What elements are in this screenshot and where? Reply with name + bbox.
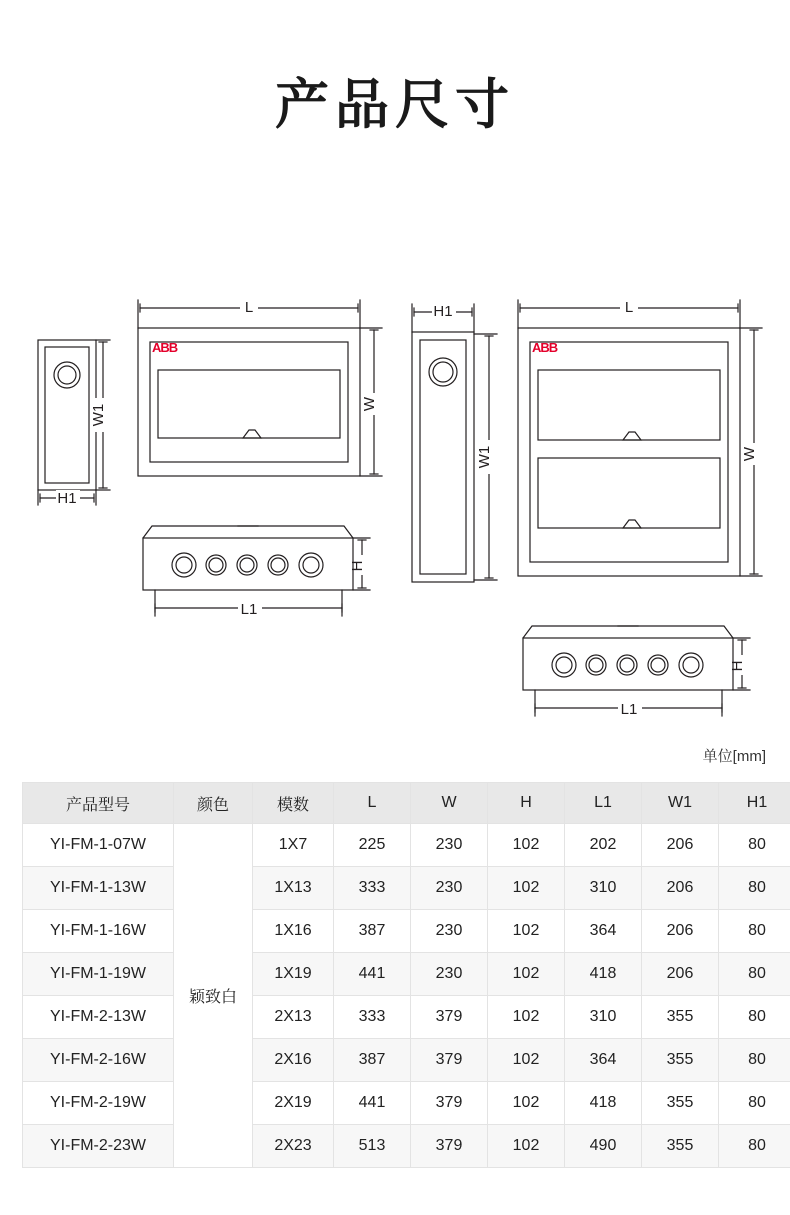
cell-modulus: 2X16: [253, 1039, 334, 1082]
cell-h1: 80: [719, 1039, 790, 1082]
cell-l: 441: [334, 953, 411, 996]
table-row: [23, 867, 790, 910]
cell-h: 102: [488, 953, 565, 996]
cell-w: 379: [411, 1039, 488, 1082]
unit-note: 单位[mm]: [702, 748, 766, 765]
cell-w1: 355: [642, 1082, 719, 1125]
cell-h1: 80: [719, 867, 790, 910]
cell-l1: 364: [565, 910, 642, 953]
spec-table: [22, 782, 790, 1168]
brand-logo-right: ABB: [532, 340, 558, 355]
header-h: H: [488, 783, 565, 824]
cell-l: 225: [334, 824, 411, 867]
cell-model: YI-FM-2-19W: [23, 1082, 174, 1125]
cell-h: 102: [488, 824, 565, 867]
cell-l1: 490: [565, 1125, 642, 1168]
cell-h1: 80: [719, 1082, 790, 1125]
label-h-right: H: [729, 660, 746, 672]
cell-h: 102: [488, 910, 565, 953]
label-h1-left: H1: [57, 490, 77, 507]
header-l: L: [334, 783, 411, 824]
cell-w: 230: [411, 910, 488, 953]
label-h1-right: H1: [433, 303, 453, 320]
cell-w1: 206: [642, 953, 719, 996]
label-w-left: W: [361, 396, 378, 412]
cell-modulus: 1X7: [253, 824, 334, 867]
cell-l: 333: [334, 996, 411, 1039]
cell-w1: 206: [642, 867, 719, 910]
header-l1: L1: [565, 783, 642, 824]
cell-w: 379: [411, 996, 488, 1039]
table-row: [23, 824, 790, 867]
cell-w: 379: [411, 1125, 488, 1168]
cell-l1: 202: [565, 824, 642, 867]
cell-w: 230: [411, 953, 488, 996]
cell-w1: 355: [642, 1039, 719, 1082]
cell-w1: 355: [642, 996, 719, 1039]
header-model: 产品型号: [23, 783, 174, 824]
cell-color: 颖致白: [174, 824, 253, 1168]
cell-l1: 364: [565, 1039, 642, 1082]
cell-l: 387: [334, 910, 411, 953]
header-modulus: 模数: [253, 783, 334, 824]
page-title: 产品尺寸: [275, 75, 515, 135]
cell-h: 102: [488, 996, 565, 1039]
spec-table-wrap: [22, 782, 768, 1168]
cell-modulus: 1X13: [253, 867, 334, 910]
table-row: [23, 953, 790, 996]
cell-w1: 355: [642, 1125, 719, 1168]
dimension-drawing: [0, 250, 790, 750]
table-row: [23, 1125, 790, 1168]
cell-modulus: 1X19: [253, 953, 334, 996]
cell-w: 230: [411, 824, 488, 867]
label-h-left: H: [349, 560, 366, 572]
cell-h1: 80: [719, 824, 790, 867]
cell-l1: 310: [565, 867, 642, 910]
label-w1-right: W1: [476, 445, 493, 469]
label-l-left: L: [244, 299, 254, 316]
cell-h: 102: [488, 1082, 565, 1125]
cell-l1: 418: [565, 1082, 642, 1125]
header-w: W: [411, 783, 488, 824]
label-w1-left: W1: [90, 403, 107, 427]
cell-modulus: 2X19: [253, 1082, 334, 1125]
table-row: [23, 1082, 790, 1125]
cell-model: YI-FM-2-13W: [23, 996, 174, 1039]
cell-model: YI-FM-1-19W: [23, 953, 174, 996]
header-w1: W1: [642, 783, 719, 824]
cell-h: 102: [488, 1039, 565, 1082]
cell-modulus: 1X16: [253, 910, 334, 953]
table-row: [23, 1039, 790, 1082]
cell-model: YI-FM-1-07W: [23, 824, 174, 867]
cell-l: 513: [334, 1125, 411, 1168]
cell-l: 333: [334, 867, 411, 910]
cell-w: 230: [411, 867, 488, 910]
header-color: 颜色: [174, 783, 253, 824]
cell-h1: 80: [719, 910, 790, 953]
cell-model: YI-FM-2-23W: [23, 1125, 174, 1168]
cell-w1: 206: [642, 824, 719, 867]
cell-modulus: 2X13: [253, 996, 334, 1039]
cell-h1: 80: [719, 1125, 790, 1168]
label-l-right: L: [624, 299, 634, 316]
cell-model: YI-FM-2-16W: [23, 1039, 174, 1082]
table-header-row: [23, 783, 790, 824]
cell-w: 379: [411, 1082, 488, 1125]
cell-l1: 418: [565, 953, 642, 996]
label-w-right: W: [741, 446, 758, 462]
cell-h: 102: [488, 867, 565, 910]
cell-l: 387: [334, 1039, 411, 1082]
cell-modulus: 2X23: [253, 1125, 334, 1168]
cell-model: YI-FM-1-13W: [23, 867, 174, 910]
cell-l: 441: [334, 1082, 411, 1125]
header-h1: H1: [719, 783, 790, 824]
cell-l1: 310: [565, 996, 642, 1039]
cell-w1: 206: [642, 910, 719, 953]
table-row: [23, 910, 790, 953]
cell-h: 102: [488, 1125, 565, 1168]
label-l1-left: L1: [240, 601, 258, 618]
label-l1-right: L1: [620, 701, 638, 718]
cell-h1: 80: [719, 996, 790, 1039]
cell-model: YI-FM-1-16W: [23, 910, 174, 953]
table-row: [23, 996, 790, 1039]
cell-h1: 80: [719, 953, 790, 996]
brand-logo-left: ABB: [152, 340, 178, 355]
